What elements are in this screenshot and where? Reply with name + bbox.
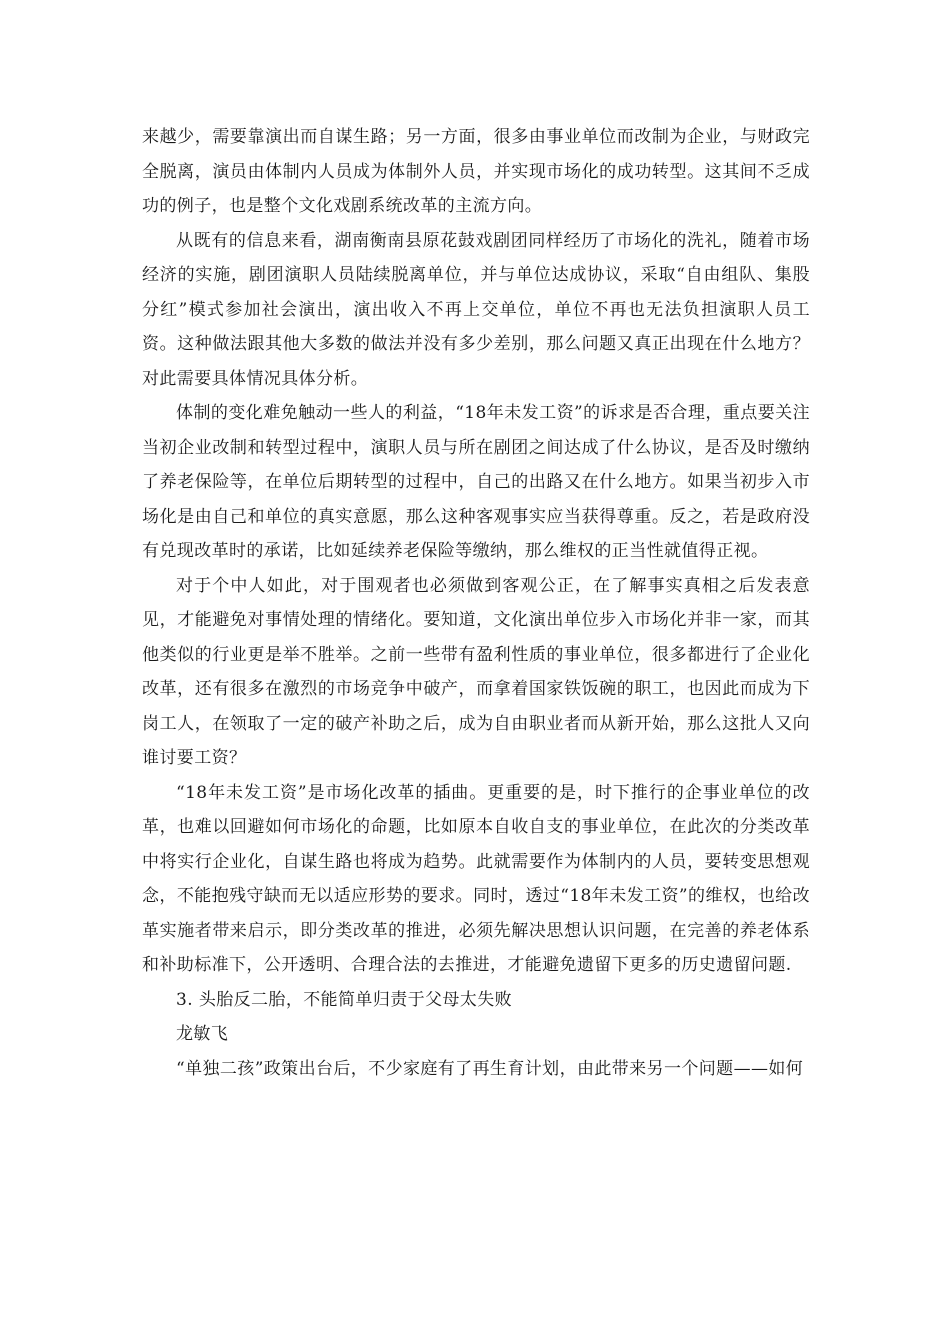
section-heading: 3. 头胎反二胎，不能简单归责于父母太失败 [176,989,513,1010]
paragraph-existing-info: 从既有的信息来看，湖南衡南县原花鼓戏剧团同样经历了市场化的洗礼，随着市场经济的实施，剧团演职人员陆续脱离单位，并与单位达成协议，采取“自由组队、集股分红”模式参加社会演出，演出收入不再上交单位，单位不再也无法负担演职人员工资。这种做法跟其他大多数的做法并没有多少差别，那么问题又真正出现在什么地方？对此需要具体情况具体分析。 [142,230,810,389]
article-body [142,120,810,1086]
paragraph-system-change: 体制的变化难免触动一些人的利益，“18年未发工资”的诉求是否合理，重点要关注当初企业改制和转型过程中，演职人员与所在剧团之间达成了什么协议，是否及时缴纳了养老保险等，在单位后期转型的过程中，自己的出路又在什么地方。如果当初步入市场化是由自己和单位的真实意愿，那么这种客观事实应当获得尊重。反之，若是政府没有兑现改革时的承诺，比如延续养老保险等缴纳，那么维权的正当性就值得正视。 [142,403,810,561]
paragraph-onlookers: 对于个中人如此，对于围观者也必须做到客观公正，在了解事实真相之后发表意见，才能避免对事情处理的情绪化。要知道，文化演出单位步入市场化并非一家，而其他类似的行业更是举不胜举。之前一些带有盈利性质的事业单位，很多都进行了企业化改革，还有很多在激烈的市场竞争中破产，而拿着国家铁饭碗的职工，也因此而成为下岗工人，在领取了一定的破产补助之后，成为自由职业者而从新开始，那么这批人又向谁讨要工资？ [142,575,810,768]
paragraph-two-child: “单独二孩”政策出台后，不少家庭有了再生育计划，由此带来另一个问题——如何 [176,1058,804,1079]
paragraph-continued: 来越少，需要靠演出而自谋生路；另一方面，很多由事业单位而改制为企业，与财政完全脱离，演员由体制内人员成为体制外人员，并实现市场化的成功转型。这其间不乏成功的例子，也是整个文化戏剧系统改革的主流方向。 [142,127,810,216]
paragraph-episode: “18年未发工资”是市场化改革的插曲。更重要的是，时下推行的企事业单位的改革，也难以回避如何市场化的命题，比如原本自收自支的事业单位，在此次的分类改革中将实行企业化，自谋生路也将成为趋势。此就需要作为体制内的人员，要转变思想观念，不能抱残守缺而无以适应形势的要求。同时，透过“18年未发工资”的维权，也给改革实施者带来启示，即分类改革的推进，必须先解决思想认识问题，在完善的养老体系和补助标准下，公开透明、合理合法的去推进，才能避免遗留下更多的历史遗留问题. [142,782,810,975]
author-name: 龙敏飞 [176,1024,229,1044]
